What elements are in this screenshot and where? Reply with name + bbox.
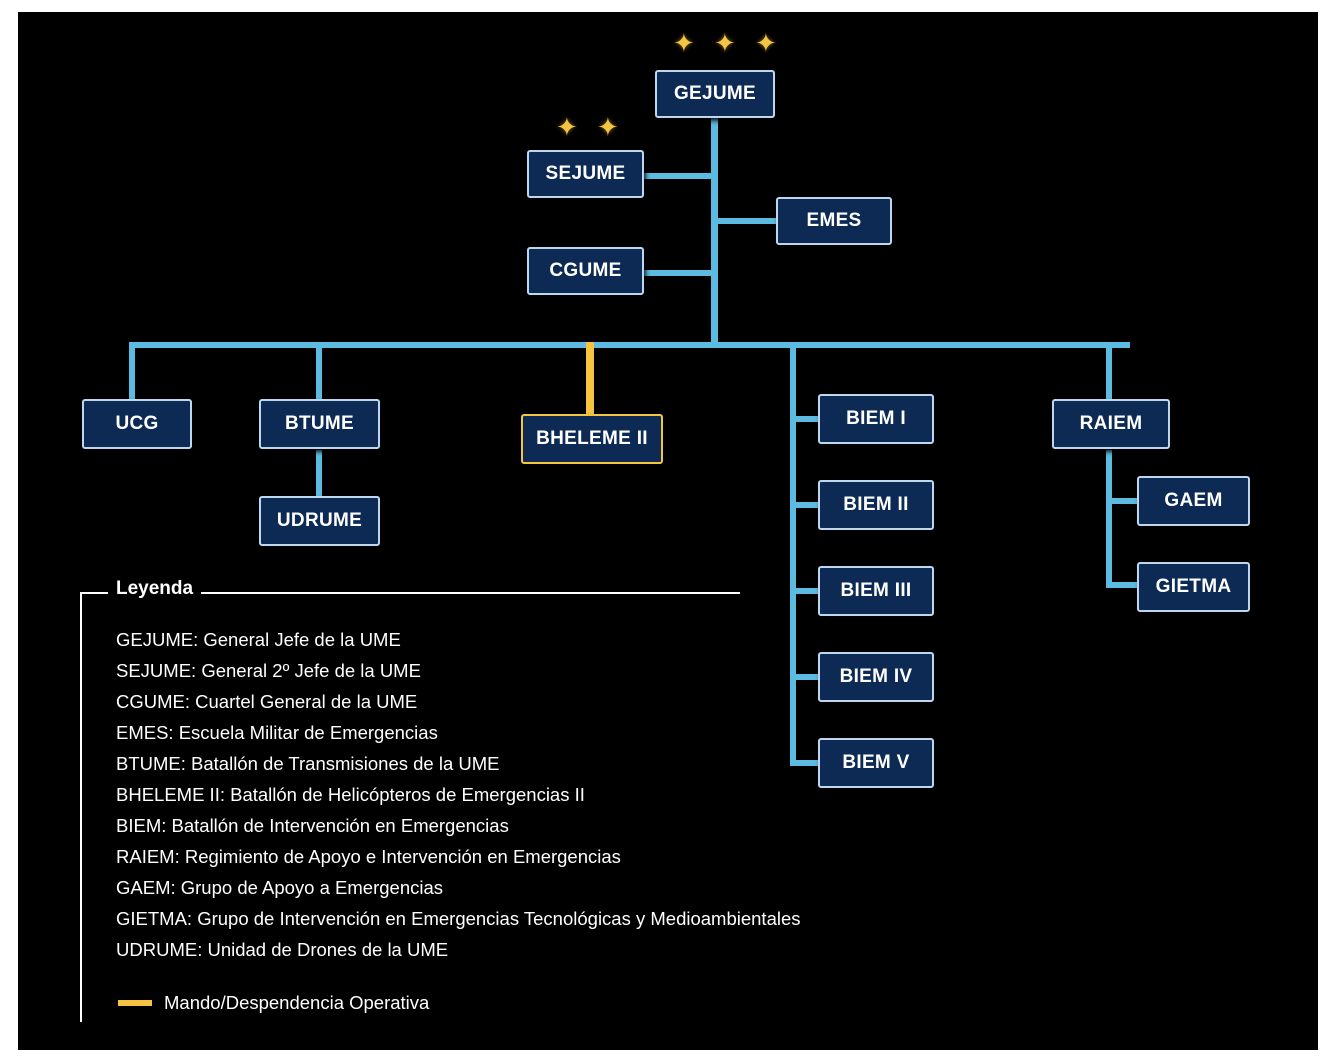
node-ucg[interactable] (82, 399, 192, 449)
node-biem-v-label: BIEM V (842, 752, 910, 773)
node-biem-iii-label: BIEM III (840, 580, 912, 601)
gejume-rank-stars: ✦ ✦ ✦ (673, 28, 783, 58)
node-ucg-label: UCG (115, 413, 159, 434)
legend-entry: EMES: Escuela Militar de Emergencias (116, 722, 438, 743)
connector-biem-4 (790, 674, 820, 680)
connector-drop-raiem (1106, 342, 1112, 400)
node-biem-iv-label: BIEM IV (839, 666, 913, 687)
operational-line-swatch-icon (118, 1000, 152, 1006)
node-gejume-label: GEJUME (673, 83, 757, 104)
operational-line-label: Mando/Despendencia Operativa (164, 992, 430, 1013)
legend-entry: GIETMA: Grupo de Intervención en Emergencias Tecnológicas y Medioambientales (116, 908, 801, 929)
node-biem-ii-label: BIEM II (843, 494, 909, 515)
connector-btume-udrume (316, 450, 322, 502)
legend-entry: RAIEM: Regimiento de Apoyo e Intervención en Emergencias (116, 846, 621, 867)
legend-entry: BTUME: Batallón de Transmisiones de la UME (116, 753, 500, 774)
connector-sejume (643, 173, 718, 179)
connector-biem-3 (790, 588, 820, 594)
legend-entry: UDRUME: Unidad de Drones de la UME (116, 939, 449, 960)
connector-raiem-gietma (1106, 582, 1140, 588)
node-gaem[interactable] (1137, 476, 1250, 526)
node-sejume-label: SEJUME (545, 163, 626, 184)
connector-main-bus (129, 342, 1130, 348)
connector-biem-5 (790, 760, 820, 766)
node-bheleme-ii[interactable] (521, 414, 663, 464)
node-bheleme-ii-label: BHELEME II (536, 428, 648, 449)
node-raiem-label: RAIEM (1079, 413, 1143, 434)
sejume-rank-stars: ✦ ✦ (556, 112, 625, 142)
node-biem-ii[interactable] (818, 480, 934, 530)
connector-raiem-gaem (1106, 498, 1140, 504)
node-gaem-label: GAEM (1164, 490, 1223, 511)
legend-entry: BHELEME II: Batallón de Helicópteros de Emergencias II (116, 784, 585, 805)
connector-biem-1 (790, 416, 820, 422)
legend-title: Leyenda (108, 578, 201, 600)
connector-raiem-trunk (1106, 450, 1112, 587)
connector-biem-trunk (790, 400, 796, 763)
node-btume[interactable] (259, 399, 380, 449)
connector-gejume-spine (711, 110, 718, 342)
legend-entry: CGUME: Cuartel General de la UME (116, 691, 418, 712)
node-gietma-label: GIETMA (1155, 576, 1232, 597)
connector-drop-ucg (129, 342, 135, 400)
node-gejume[interactable] (655, 70, 775, 118)
legend-entry: GAEM: Grupo de Apoyo a Emergencias (116, 877, 444, 898)
legend-entry: SEJUME: General 2º Jefe de la UME (116, 660, 421, 681)
legend-frame-left (80, 592, 82, 1022)
node-udrume-label: UDRUME (276, 510, 363, 531)
connector-biem-2 (790, 502, 820, 508)
connector-drop-btume (316, 342, 322, 400)
diagram-canvas (18, 12, 1318, 1050)
node-biem-iv[interactable] (818, 652, 934, 702)
node-cgume-label: CGUME (549, 260, 622, 281)
connector-cgume (643, 270, 718, 276)
legend-entry: BIEM: Batallón de Intervención en Emergencias (116, 815, 509, 836)
legend-operational-row (118, 992, 429, 1014)
legend-entries (116, 624, 801, 965)
node-emes[interactable] (776, 197, 892, 245)
legend-entry: GEJUME: General Jefe de la UME (116, 629, 401, 650)
node-btume-label: BTUME (284, 413, 355, 434)
node-biem-v[interactable] (818, 738, 934, 788)
node-udrume[interactable] (259, 496, 380, 546)
node-biem-iii[interactable] (818, 566, 934, 616)
node-raiem[interactable] (1052, 399, 1170, 449)
node-gietma[interactable] (1137, 562, 1250, 612)
node-biem-i-label: BIEM I (846, 408, 906, 429)
node-cgume[interactable] (527, 247, 644, 295)
node-emes-label: EMES (806, 210, 862, 231)
connector-drop-biem (790, 342, 796, 400)
node-biem-i[interactable] (818, 394, 934, 444)
node-sejume[interactable] (527, 150, 644, 198)
connector-emes (711, 218, 778, 224)
connector-drop-bheleme (586, 342, 594, 416)
